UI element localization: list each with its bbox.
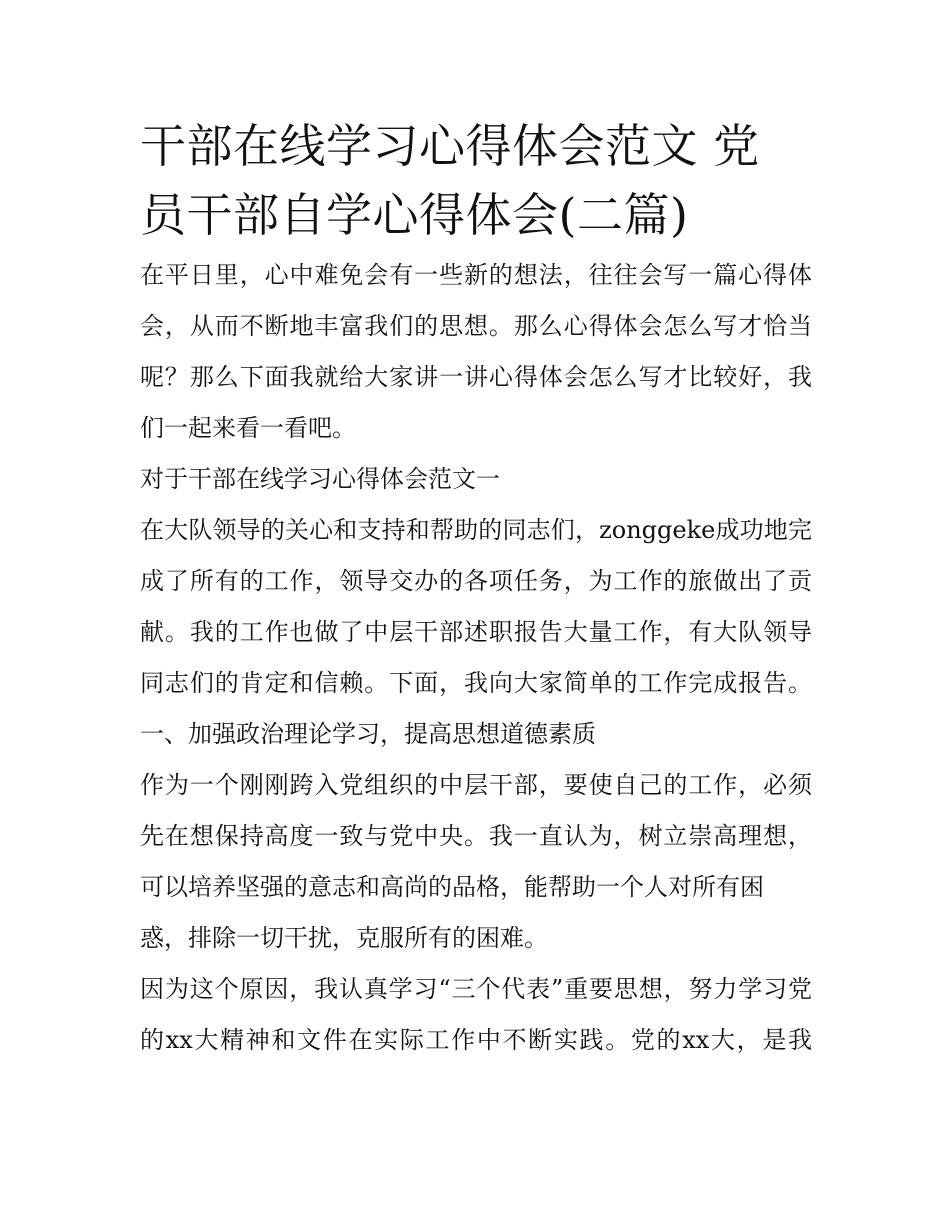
document-content xyxy=(140,112,812,1066)
body-text-line: 因为这个原因，我认真学习“三个代表”重要思想，努力学习党 xyxy=(140,975,812,1003)
body-text-line: 成了所有的工作，领导交办的各项任务，为工作的旅做出了贡 xyxy=(140,567,812,595)
body-text-line: 在大队领导的关心和支持和帮助的同志们，zonggeke成功地完 xyxy=(140,516,812,544)
body-text-line: 会，从而不断地丰富我们的思想。那么心得体会怎么写才恰当 xyxy=(140,312,812,340)
body-text-line: 先在想保持高度一致与党中央。我一直认为，树立崇高理想， xyxy=(140,822,812,850)
body-text-line: 对于干部在线学习心得体会范文一 xyxy=(140,465,500,493)
document-body xyxy=(140,250,812,1066)
body-text-line: 可以培养坚强的意志和高尚的品格，能帮助一个人对所有困 xyxy=(140,873,764,901)
body-text-line: 作为一个刚刚跨入党组织的中层干部，要使自己的工作，必须 xyxy=(140,771,812,799)
body-text-line: 惑，排除一切干扰，克服所有的困难。 xyxy=(140,924,548,952)
body-text-line: 献。我的工作也做了中层干部述职报告大量工作，有大队领导 xyxy=(140,618,812,646)
title-line: 干部在线学习心得体会范文 党 xyxy=(140,119,760,173)
body-text-line: 一、加强政治理论学习，提高思想道德素质 xyxy=(140,720,596,748)
document-title xyxy=(140,112,812,250)
body-text-line: 们一起来看一看吧。 xyxy=(140,414,356,442)
body-text-line: 在平日里，心中难免会有一些新的想法，往往会写一篇心得体 xyxy=(140,261,812,289)
body-text-line: 呢？那么下面我就给大家讲一讲心得体会怎么写才比较好，我 xyxy=(140,363,812,391)
body-text-line: 同志们的肯定和信赖。下面，我向大家简单的工作完成报告。 xyxy=(140,669,812,697)
body-text-line: 的xx大精神和文件在实际工作中不断实践。党的xx大，是我 xyxy=(140,1026,812,1054)
title-line: 员干部自学心得体会(二篇) xyxy=(140,188,689,242)
